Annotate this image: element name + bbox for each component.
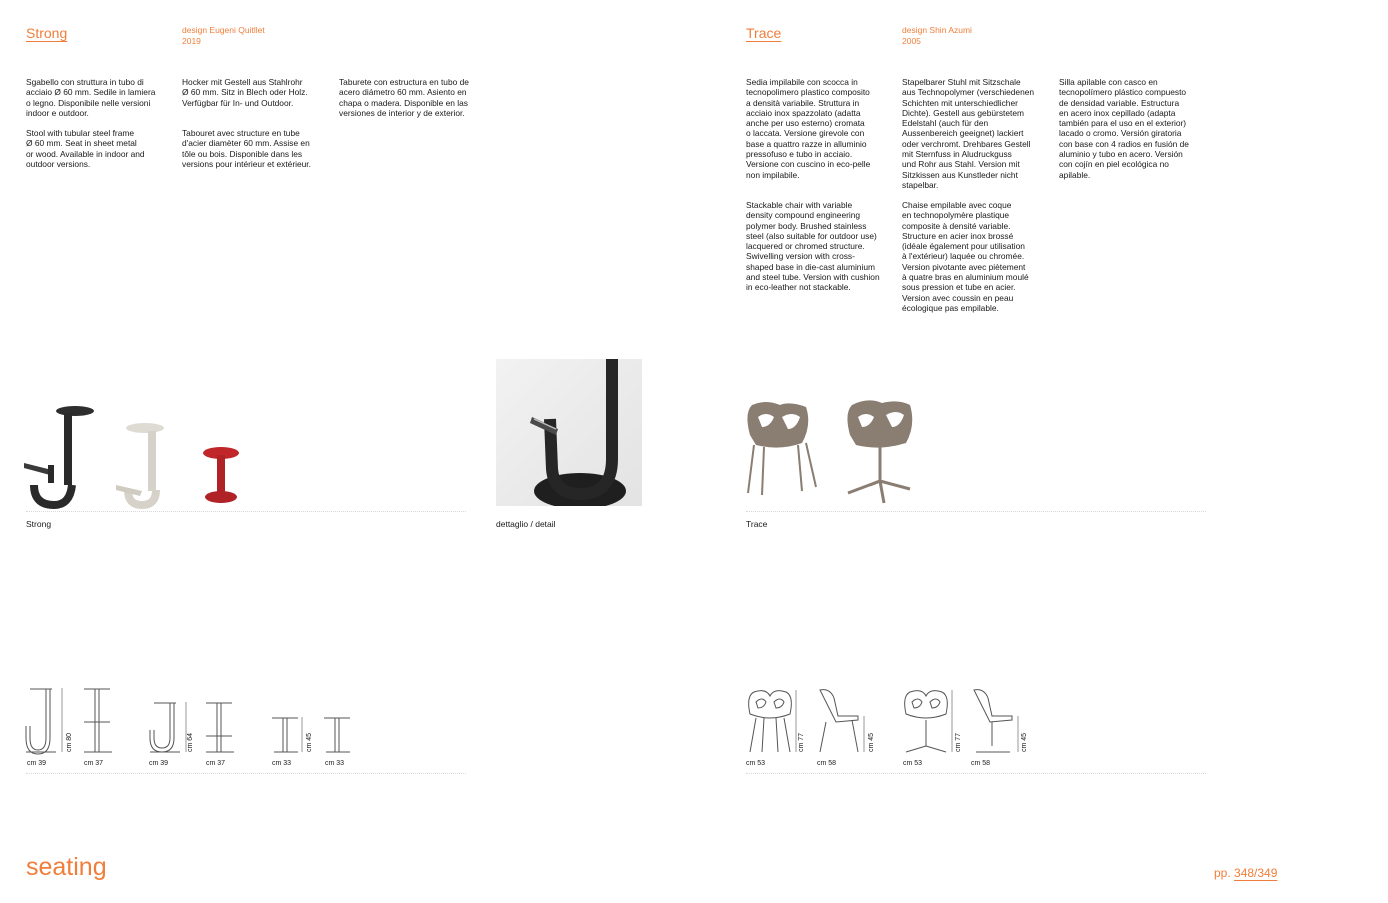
trace-photo-divider [746,511,1206,512]
strong-drawings-divider [26,773,466,774]
strong-width-1: cm 39 [27,760,47,767]
strong-year: 2019 [182,36,201,46]
strong-width-3: cm 39 [149,760,169,767]
strong-width-2: cm 37 [84,760,104,767]
pages-prefix: pp. [1214,866,1231,880]
trace-height-45b: cm 45 [1021,732,1028,752]
trace-caption: Trace [746,519,768,529]
trace-technical-drawings [746,686,1036,756]
strong-desc-en: Stool with tubular steel frame Ø 60 mm. Seat in sheet metal or wood. Available in indoor and outdoor versions. [26,128,145,169]
trace-desc-fr: Chaise empilable avec coque en technopolymère plastique composite à densité variable. Structure en acier inox brossé (idéale également pour utilisation à l'extérieur) laquée ou chromée. Version pivotante avec piètement à quatre bras en aluminium moulé sous pression et tube en acier. Version avec coussin en peau écologique pas empilable. [902,200,1029,313]
trace-desc-en: Stackable chair with variable density compound engineering polymer body. Brushed stainless steel (also suitable for outdoor use) lacquered or chromed structure. Swivelling version with cross- shaped base in die-cast aluminium and steel tube. Version with cushion in eco-leather not stackable. [746,200,880,293]
strong-designer [182,25,265,47]
page-numbers [1214,866,1277,880]
strong-detail-image [496,359,642,506]
strong-stools-photo [20,395,250,510]
trace-desc-de: Stapelbarer Stuhl mit Sitzschale aus Technopolymer (verschiedenen Schichten mit unterschiedlicher Dichte). Gestell aus gebürstetem Edelstahl (auch für den Aussenbereich geeignet) lackiert oder verchromt. Drehbares Gestell mit Sternfuss in Aludruckguss und Rohr aus Stahl. Version mit Sitzkissen aus Kunstleder nicht stapelbar. [902,77,1035,190]
trace-desc-es: Silla apilable con casco en tecnopolímero plástico compuesto de densidad variable. Estructura en acero inox cepillado (adapta también para el uso en el exterior) lacado o cromo. Versión giratoria con base con 4 radios en fusión de aluminio y tubo en acero. Versión con cojín en piel ecológica no apilable. [1059,77,1189,180]
strong-desc-it: Sgabello con struttura in tubo di acciaio Ø 60 mm. Sedile in lamiera o legno. Disponibile nelle versioni indoor e outdoor. [26,77,156,118]
trace-width-2: cm 58 [817,760,837,767]
strong-caption: Strong [26,519,52,529]
detail-caption: dettaglio / detail [496,519,556,529]
strong-width-6: cm 33 [325,760,345,767]
strong-designer-name: design Eugeni Quitllet [182,25,265,35]
strong-height-64: cm 64 [187,732,194,752]
strong-width-5: cm 33 [272,760,292,767]
stool-black [24,406,94,505]
section-label: seating [26,853,107,881]
strong-photo-divider [26,511,466,512]
strong-title: Strong [26,25,68,41]
trace-height-77a: cm 77 [798,732,805,752]
trace-desc-it: Sedia impilabile con scocca in tecnopolimero plastico composito a densità variabile. Struttura in acciaio inox spazzolato (adatta anche per uso esterno) cromata o laccata. Versione girevole con base a quattro razze in alluminio pressofuso e tubo in acciaio. Versione con cuscino in eco-pelle non impilabile. [746,77,871,180]
strong-desc-fr: Tabouret avec structure en tube d'acier diamèter 60 mm. Assise en tôle ou bois. Disponible dans les versions pour intérieur et extérieur. [182,128,311,169]
trace-height-45a: cm 45 [868,732,875,752]
trace-height-77b: cm 77 [955,732,962,752]
trace-drawings-divider [746,773,1206,774]
trace-chairs-photo [740,395,930,510]
trace-designer-name: design Shin Azumi [902,25,972,35]
pages-link[interactable]: 348/349 [1234,866,1278,880]
trace-chair-4leg [747,402,816,495]
trace-chair-swivel [847,400,912,503]
trace-designer [902,25,972,47]
stool-cream [116,423,164,505]
strong-height-80: cm 80 [66,732,73,752]
strong-width-4: cm 37 [206,760,226,767]
strong-height-45: cm 45 [306,732,313,752]
trace-year: 2005 [902,36,921,46]
trace-width-4: cm 58 [971,760,991,767]
trace-title: Trace [746,25,782,41]
strong-desc-es: Taburete con estructura en tubo de acero diámetro 60 mm. Asiento en chapa o madera. Disponible en las versiones de interior y de exterior. [339,77,469,118]
strong-detail-photo [496,359,642,506]
stool-red [203,447,239,503]
strong-desc-de: Hocker mit Gestell aus Stahlrohr Ø 60 mm. Sitz in Blech oder Holz. Verfügbar für In- und Outdoor. [182,77,308,108]
trace-width-1: cm 53 [746,760,766,767]
trace-width-3: cm 53 [903,760,923,767]
